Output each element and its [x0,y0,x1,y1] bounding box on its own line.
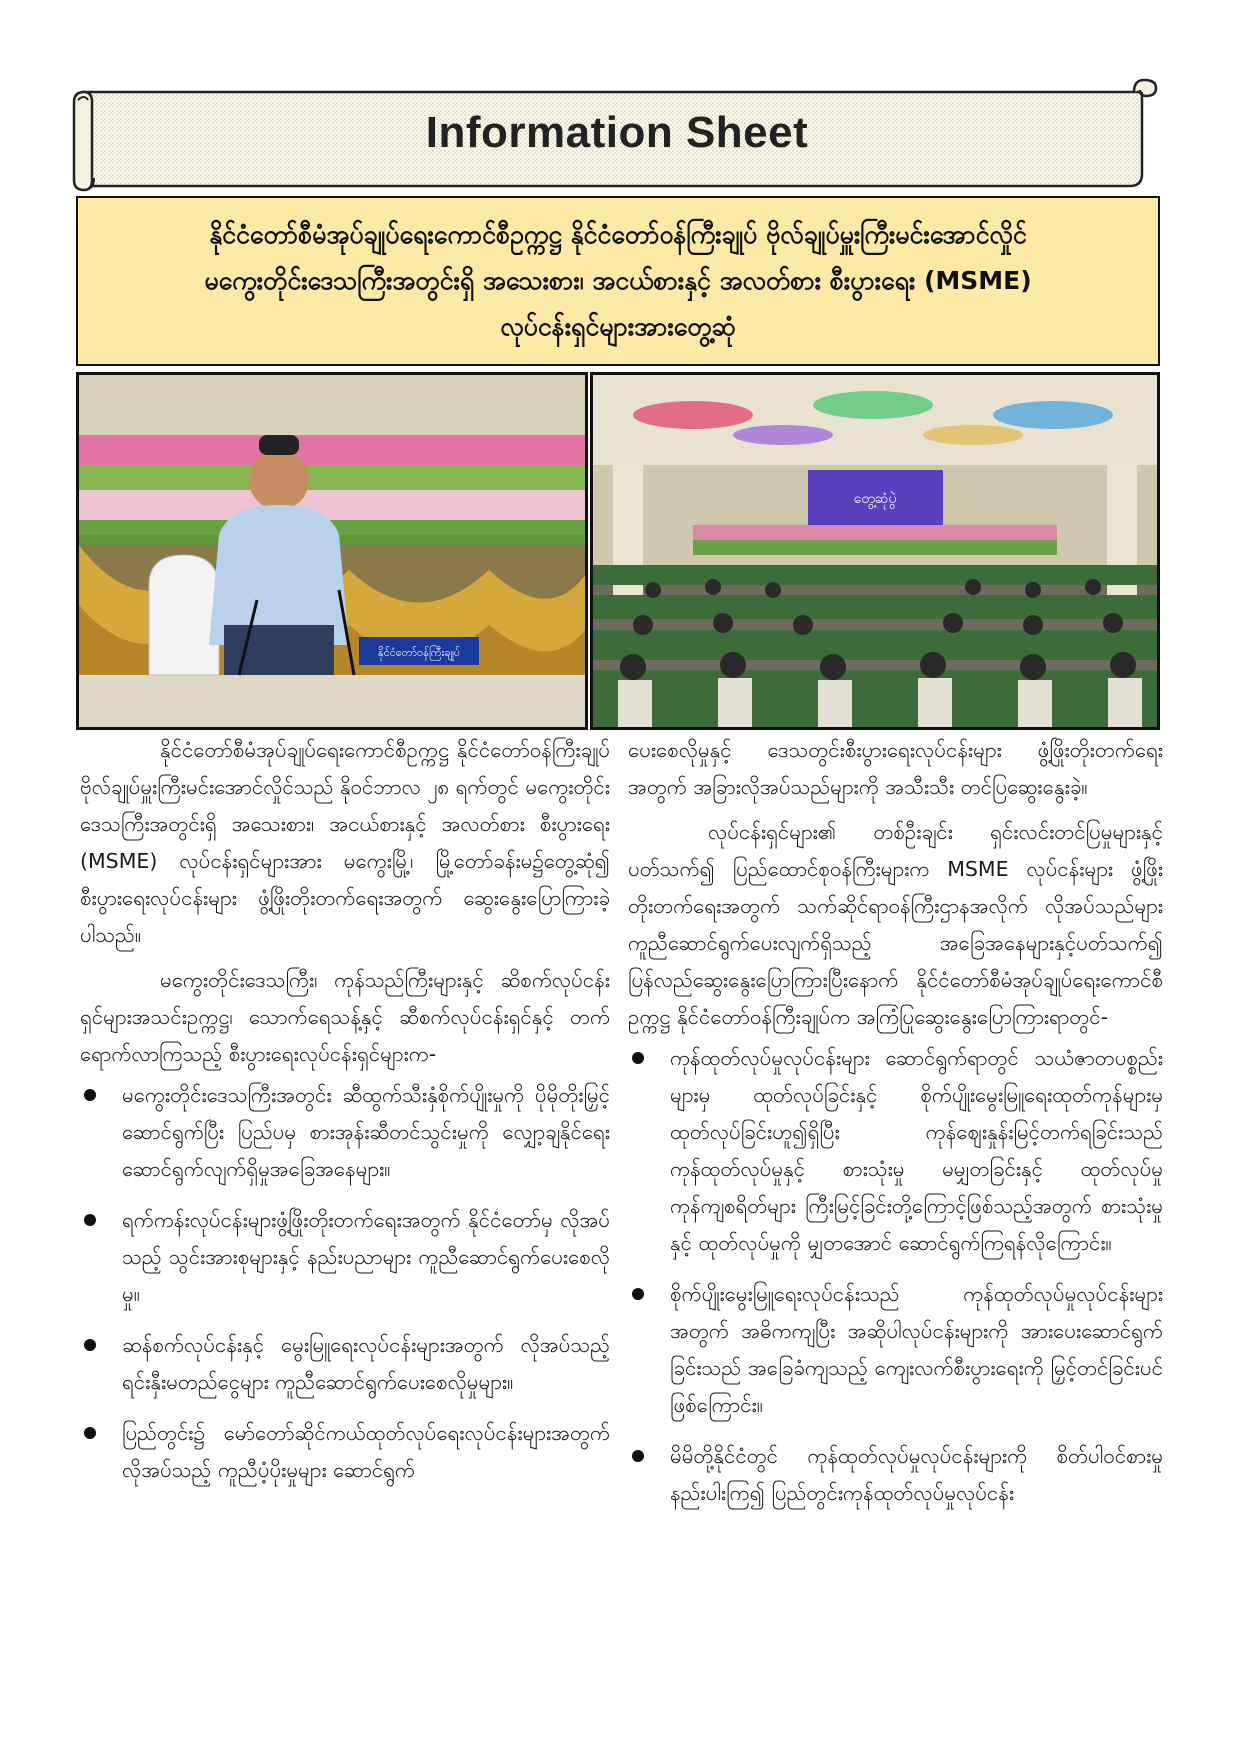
photo-speaker [76,372,588,730]
bullet-icon [84,1089,96,1101]
bullet-icon [632,1288,644,1300]
list-item-text: ဆန်စက်လုပ်ငန်းနှင့် မွေးမြူရေးလုပ်ငန်းများအတွက် လိုအပ်သည့် ရင်းနှီးမတည်ငွေများ ကူညီဆောင်ရွက်ပေးစေလိုမှုများ။ [122,1333,610,1394]
headline-box [76,196,1160,366]
headline-line-1: နိုင်ငံတော်စီမံအုပ်ချုပ်ရေးကောင်စီဥက္ကဋ္ဌ နိုင်ငံတော်ဝန်ကြီးချုပ် ဗိုလ်ချုပ်မှူးကြီးမင်းအောင်လှိုင် [209,220,1027,249]
page-title: Information Sheet [425,108,809,157]
list-item-text: မိမိတို့နိုင်ငံတွင် ကုန်ထုတ်လုပ်မှုလုပ်ငန်းများကို စိတ်ပါဝင်စားမှုနည်းပါးကြ၍ ပြည်တွင်းကုန်ထုတ်လုပ်မှုလုပ်ငန်း [670,1444,1163,1505]
list-item [628,1276,1163,1424]
bullet-icon [84,1214,96,1226]
article-paragraph: နိုင်ငံတော်စီမံအုပ်ချုပ်ရေးကောင်စီဥက္ကဋ္ဌ နိုင်ငံတော်ဝန်ကြီးချုပ် ဗိုလ်ချုပ်မှူးကြီးမင်းအောင်လှိုင်သည် နိုဝင်ဘာလ ၂၈ ရက်တွင် မကွေးတိုင်းဒေသကြီးအတွင်းရှိ အသေးစား၊ အငယ်စားနှင့် အလတ်စား စီးပွားရေး (MSME) လုပ်ငန်းရှင်များအား မကွေးမြို့၊ မြို့တော်ခန်းမ၌တွေ့ဆုံ၍ စီးပွားရေးလုပ်ငန်းများ ဖွံ့ဖြိုးတိုးတက်ရေးအတွက် ဆွေးနွေးပြောကြားခဲ့ပါသည်။ [80,738,610,947]
bullet-list [80,1077,610,1489]
bullet-icon [632,1052,644,1064]
article-paragraph: လုပ်ငန်းရှင်များ၏ တစ်ဦးချင်း ရှင်းလင်းတင်ပြမှုများနှင့်ပတ်သက်၍ ပြည်ထောင်စုဝန်ကြီးများက MSME လုပ်ငန်းများ ဖွံ့ဖြိုးတိုးတက်ရေးအတွက် သက်ဆိုင်ရာဝန်ကြီးဌာနအလိုက် လိုအပ်သည်များ ကူညီဆောင်ရွက်ပေးလျက်ရှိသည့် အခြေအနေများနှင့်ပတ်သက်၍ ပြန်လည်ဆွေးနွေးပြောကြားပြီးနောက် နိုင်ငံတော်စီမံအုပ်ချုပ်ရေးကောင်စီဥက္ကဋ္ဌ နိုင်ငံတော်ဝန်ကြီးချုပ်က အကြံပြုဆွေးနွေးပြောကြားရာတွင်- [628,820,1163,1029]
headline-line-3: လုပ်ငန်းရှင်များအားတွေ့ဆုံ [500,312,736,341]
article-column-left [80,732,610,1503]
bullet-icon [632,1450,644,1462]
list-item-text: စိုက်ပျိုးမွေးမြူရေးလုပ်ငန်းသည် ကုန်ထုတ်လုပ်မှုလုပ်ငန်းများအတွက် အဓိကကျပြီး အဆိုပါလုပ်ငန်းများကို အားပေးဆောင်ရွက်ခြင်းသည် အခြေခံကျသည့် ကျေးလက်စီးပွားရေးကို မြှင့်တင်ခြင်းပင်ဖြစ်ကြောင်း။ [670,1282,1163,1417]
article-column-right [628,732,1163,1526]
title-banner [72,78,1162,194]
list-item-text: ကုန်ထုတ်လုပ်မှုလုပ်ငန်းများ ဆောင်ရွက်ရာတွင် သယံဇာတပစ္စည်းများမှ ထုတ်လုပ်ခြင်းနှင့် စိုက်ပျိုးမွေးမြူရေးထုတ်ကုန်များမှ ထုတ်လုပ်ခြင်းဟူ၍ရှိပြီး ကုန်ဈေးနှုန်းမြင့်တက်ရခြင်းသည် ကုန်ထုတ်လုပ်မှုနှင့် စားသုံးမှု မမျှတခြင်းနှင့် ထုတ်လုပ်မှုကုန်ကျစရိတ်များ ကြီးမြင့်ခြင်းတို့ကြောင့်ဖြစ်သည့်အတွက် စားသုံးမှုနှင့် ထုတ်လုပ်မှုကို မျှတအောင် ဆောင်ရွက်ကြရန်လိုကြောင်း။ [670,1046,1163,1255]
list-item [80,1415,610,1489]
bullet-icon [84,1339,96,1351]
bullet-list [628,1040,1163,1512]
screen-text: တွေ့ဆုံပွဲ [853,491,897,507]
list-item [628,1040,1163,1262]
article-paragraph: မကွေးတိုင်းဒေသကြီး၊ ကုန်သည်ကြီးများနှင့် ဆိစက်လုပ်ငန်းရှင်များအသင်းဥက္ကဋ္ဌ၊ သောက်ရေသန့်နှင့် ဆီစက်လုပ်ငန်းရှင်နှင့် တက်ရောက်လာကြသည့် စီးပွားရေးလုပ်ငန်းရှင်များက- [80,968,610,1066]
article-paragraph: ပေးစေလိုမှုနှင့် ဒေသတွင်းစီးပွားရေးလုပ်ငန်းများ ဖွံ့ဖြိုးတိုးတက်ရေးအတွက် အခြားလိုအပ်သည်များကို အသီးသီး တင်ပြဆွေးနွေးခဲ့။ [628,738,1163,799]
desk-sign-text: နိုင်ငံတော်ဝန်ကြီးချုပ် [377,646,461,659]
list-item-text: မကွေးတိုင်းဒေသကြီးအတွင်း ဆီထွက်သီးနှံစိုက်ပျိုးမှုကို ပိုမိုတိုးမြှင့်ဆောင်ရွက်ပြီး ပြည်ပမှ စားအုန်းဆီတင်သွင်းမှုကို လျှော့ချနိုင်ရေး ဆောင်ရွက်လျက်ရှိမှုအခြေအနေများ။ [122,1083,610,1181]
list-item-text: ရက်ကန်းလုပ်ငန်းများဖွံ့ဖြိုးတိုးတက်ရေးအတွက် နိုင်ငံတော်မှ လိုအပ်သည့် သွင်းအားစုများနှင့် နည်းပညာများ ကူညီဆောင်ရွက်ပေးစေလိုမှု။ [122,1208,610,1306]
list-item [80,1327,610,1401]
list-item-text: ပြည်တွင်း၌ မော်တော်ဆိုင်ကယ်ထုတ်လုပ်ရေးလုပ်ငန်းများအတွက် လိုအပ်သည့် ကူညီပံ့ပိုးမှုများ ဆောင်ရွက် [122,1421,610,1482]
list-item [80,1202,610,1313]
headline-line-2: မကွေးတိုင်းဒေသကြီးအတွင်းရှိ အသေးစား၊ အငယ်စားနှင့် အလတ်စား စီးပွားရေး (MSME) [204,266,1032,295]
list-item [80,1077,610,1188]
list-item [628,1438,1163,1512]
photo-audience-hall [590,372,1160,730]
bullet-icon [84,1427,96,1439]
